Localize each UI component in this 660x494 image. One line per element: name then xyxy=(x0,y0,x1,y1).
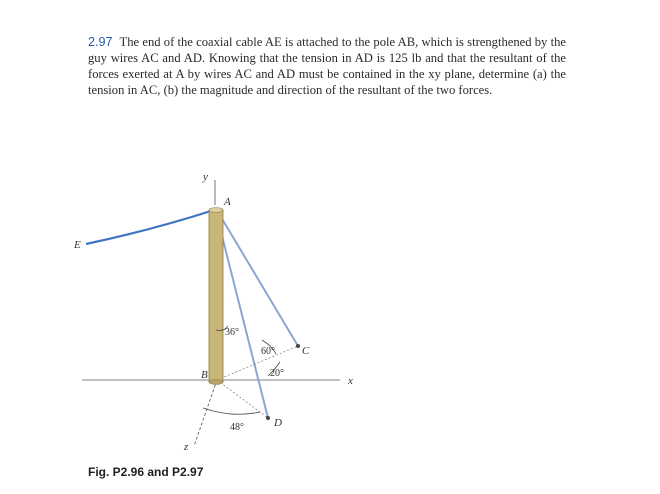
wire-ad xyxy=(216,212,268,418)
label-b: B xyxy=(201,369,208,381)
angle-20: 20° xyxy=(270,368,284,379)
caption-text: P2.96 and P2.97 xyxy=(112,465,204,479)
angle-48: 48° xyxy=(230,422,244,433)
angle-36: 36° xyxy=(225,327,239,338)
label-e: E xyxy=(74,239,81,251)
figure-caption xyxy=(88,465,203,479)
cable-ae xyxy=(86,210,214,244)
label-d: D xyxy=(274,417,282,429)
z-axis xyxy=(194,380,217,446)
arc-48 xyxy=(203,408,260,414)
angle-60: 60° xyxy=(261,346,275,357)
label-y: y xyxy=(203,171,208,183)
problem-number: 2.97 xyxy=(88,35,113,49)
wire-ac xyxy=(218,212,298,346)
label-a: A xyxy=(224,196,231,208)
label-c: C xyxy=(302,345,310,357)
pole-top xyxy=(209,208,223,213)
label-z: z xyxy=(184,441,189,453)
label-x: x xyxy=(348,375,353,387)
anchor-c xyxy=(296,344,300,348)
problem-text: The end of the coaxial cable AE is attached to the pole AB, which is strengthened by the guy wires AC and AD. Knowing that the tension in AD is 125 lb and that the resultant of the forces exerted at A by wires AC and AD must be contained in the xy plane, determine (a) the tension in AC, (b) the magnitude and direction of the resultant of the two forces. xyxy=(88,35,566,97)
anchor-d xyxy=(266,416,270,420)
pole-base xyxy=(209,380,223,385)
coaxial-cable-diagram xyxy=(72,150,392,460)
pole-ab xyxy=(209,210,223,382)
caption-label: Fig. xyxy=(88,465,110,479)
figure-p2-96 xyxy=(72,150,392,465)
problem-statement xyxy=(88,34,566,98)
